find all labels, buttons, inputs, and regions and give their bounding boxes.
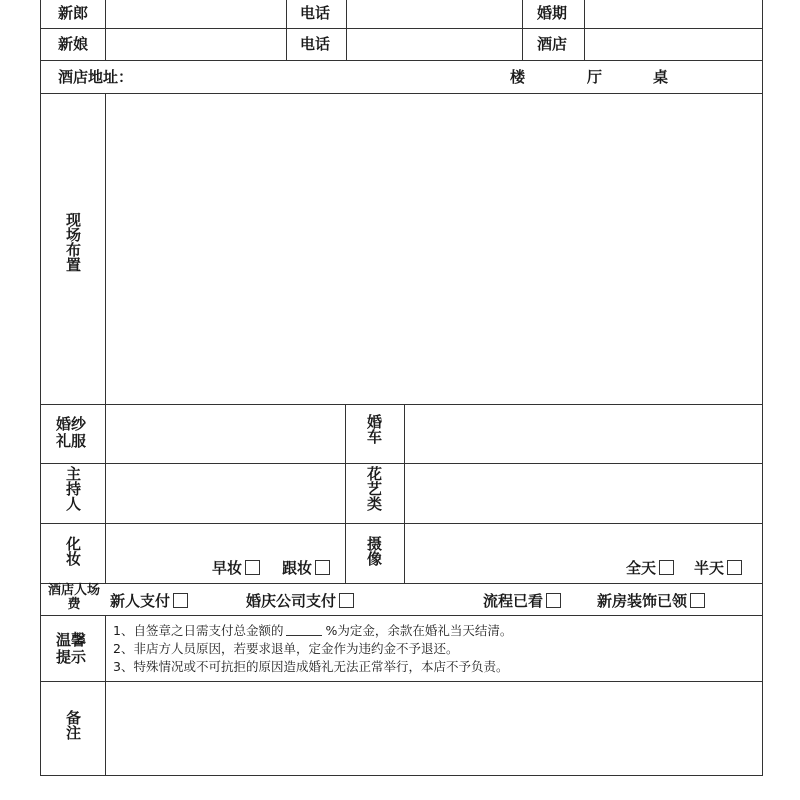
process-viewed-option[interactable]: [483, 593, 561, 609]
notice-line-2: 2、非店方人员原因，若要求退单，定金作为违约金不予退还。: [113, 641, 459, 656]
follow-makeup-checkbox[interactable]: [315, 560, 330, 575]
row-divider: [40, 681, 763, 682]
col-divider: [345, 404, 346, 583]
groom-name-field[interactable]: [107, 1, 284, 27]
car-label: 婚车: [365, 414, 383, 444]
hotel-address-label: 酒店地址：: [58, 68, 134, 86]
morning-makeup-text: 早妆: [212, 559, 243, 577]
notice-label: 温馨提示: [56, 631, 87, 666]
floor-label: 楼: [510, 68, 526, 86]
bride-phone-label: 电话: [300, 35, 331, 53]
hotel-entry-fee-label: 酒店人场费: [47, 583, 100, 612]
venue-layout-field[interactable]: [107, 95, 761, 403]
process-viewed-checkbox[interactable]: [546, 593, 561, 608]
bride-name-field[interactable]: [107, 30, 284, 59]
deposit-percent-blank[interactable]: [286, 635, 322, 636]
hotel-field[interactable]: [586, 30, 761, 59]
photo-label: 摄像: [365, 536, 383, 566]
hall-label: 厅: [587, 68, 603, 86]
col-divider: [404, 404, 405, 583]
venue-layout-label: 现场布置: [64, 212, 82, 272]
follow-makeup-text: 跟妆: [282, 559, 313, 577]
gown-label: 婚纱礼服: [56, 415, 87, 450]
groom-label: 新郎: [58, 4, 89, 22]
col-divider: [286, 0, 287, 60]
notice-line-1: [113, 625, 512, 638]
table-label: 桌: [653, 68, 669, 86]
row-divider: [40, 404, 763, 405]
row-divider: [40, 463, 763, 464]
morning-makeup-checkbox[interactable]: [245, 560, 260, 575]
wedding-date-label: 婚期: [537, 4, 568, 22]
groom-phone-field[interactable]: [348, 1, 520, 27]
notice-line-1-start: 1、自签章之日需支付总金额的: [113, 623, 284, 638]
notice-line-1-end: %为定金，余款在婚礼当天结清。: [325, 623, 513, 638]
row-divider: [40, 60, 763, 61]
col-divider: [105, 0, 106, 60]
full-day-text: 全天: [626, 559, 657, 577]
full-day-checkbox[interactable]: [659, 560, 674, 575]
half-day-option[interactable]: [694, 560, 742, 576]
couple-pays-option[interactable]: [110, 593, 188, 609]
company-pays-text: 婚庆公司支付: [246, 592, 337, 610]
col-divider: [584, 0, 585, 60]
process-viewed-text: 流程已看: [483, 592, 544, 610]
bride-phone-field[interactable]: [348, 30, 520, 59]
row-divider: [40, 615, 763, 616]
makeup-label: 化妆: [64, 536, 82, 566]
hotel-label: 酒店: [537, 35, 568, 53]
row-divider: [40, 28, 763, 29]
half-day-checkbox[interactable]: [727, 560, 742, 575]
col-divider: [105, 93, 106, 583]
company-pays-checkbox[interactable]: [339, 593, 354, 608]
col-divider: [346, 0, 347, 60]
col-divider: [522, 0, 523, 60]
remarks-label: 备注: [64, 710, 82, 740]
follow-makeup-option[interactable]: [282, 560, 330, 576]
groom-phone-label: 电话: [300, 4, 331, 22]
room-decor-text: 新房装饰已领: [597, 592, 688, 610]
host-label: 主持人: [64, 466, 82, 511]
flowers-label: 花艺类: [365, 466, 383, 511]
row-divider: [40, 93, 763, 94]
company-pays-option[interactable]: [246, 593, 354, 609]
wedding-date-field[interactable]: [586, 1, 761, 27]
couple-pays-checkbox[interactable]: [173, 593, 188, 608]
half-day-text: 半天: [694, 559, 725, 577]
remarks-field[interactable]: [107, 683, 761, 775]
full-day-option[interactable]: [626, 560, 674, 576]
bride-label: 新娘: [58, 35, 89, 53]
room-decor-option[interactable]: [597, 593, 705, 609]
room-decor-checkbox[interactable]: [690, 593, 705, 608]
notice-line-3: 3、特殊情况或不可抗拒的原因造成婚礼无法正常举行，本店不予负责。: [113, 659, 509, 674]
row-divider: [40, 523, 763, 524]
couple-pays-text: 新人支付: [110, 592, 171, 610]
row-divider: [40, 583, 763, 584]
col-divider: [105, 615, 106, 776]
morning-makeup-option[interactable]: [212, 560, 260, 576]
